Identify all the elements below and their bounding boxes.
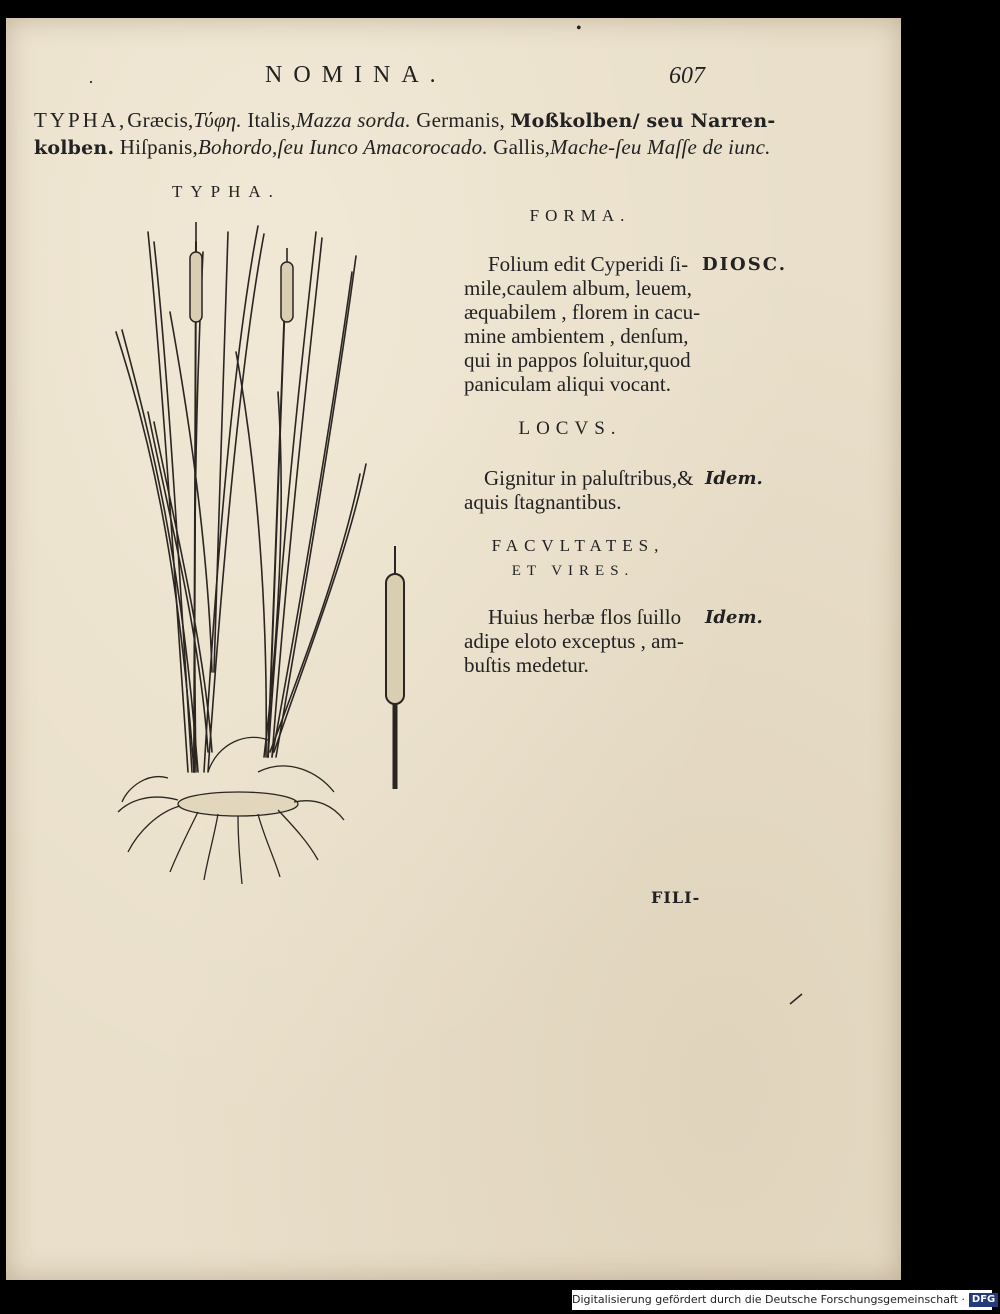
page-number: 607 [669,63,705,89]
typha-plant-woodcut [108,212,378,892]
forma-line: æquabilem , florem in cacu- [464,300,701,324]
forma-line: mine ambientem , denſum, [464,324,689,348]
graecis-label: Græcis, [127,108,194,132]
margin-note-idem-facultates: Idem. [705,607,763,628]
cattail-spike-woodcut [378,544,412,794]
forma-line: qui in pappos ſoluitur,quod [464,348,691,372]
locus-line: aquis ſtagnantibus. [464,490,622,514]
paragraph-locus [464,466,693,514]
typha-term: TYPHA, [34,108,128,132]
gallis-label: Gallis, [493,135,551,159]
dfg-logo: DFG [969,1293,998,1307]
locus-line: Gignitur in paluſtribus,& [484,466,694,490]
running-title: NOMINA. [265,62,447,88]
facultates-line: Huius herbæ flos ſuillo [488,605,682,629]
hispanis-label: Hiſpanis, [119,135,198,159]
spanish-name: Bohordo,ſeu Iunco Amacorocado. [197,135,488,159]
heading-locus: LOCVS. [518,418,622,439]
catchword: FILI- [651,888,701,907]
german-name-part2: kolben. [34,137,115,159]
german-name-part1: Moßkolben/ seu Narren- [510,110,776,132]
germanis-label: Germanis, [416,108,505,132]
footer-text: Digitalisierung gefördert durch die Deutsche Forschungsgemeinschaft · [572,1293,965,1306]
heading-et-vires: ET VIRES. [511,563,635,579]
heading-facultates: FACVLTATES, [491,536,665,555]
nomina-line-2 [34,135,771,160]
heading-forma: FORMA. [529,206,631,225]
figure-caption: TYPHA. [172,182,281,201]
paragraph-forma [464,252,700,396]
digitization-footer [572,1290,996,1310]
french-name: Mache-ſeu Maſſe de iunc. [550,135,771,159]
italian-name: Mazza sorda. [295,108,411,132]
facultates-line: buſtis medetur. [464,653,589,677]
margin-note-diosc: DIOSC. [702,254,787,275]
nomina-line-1 [34,108,775,133]
facultates-line: adipe eloto exceptus , am- [464,629,684,653]
forma-line: mile,caulem album, leuem, [464,276,693,300]
greek-name: Τύφη. [193,108,242,132]
ink-mark [788,992,804,1006]
forma-line: paniculam aliqui vocant. [464,372,672,396]
italis-label: Italis, [247,108,296,132]
margin-note-idem-locus: Idem. [705,468,763,489]
forma-line: Folium edit Cyperidi ſi- [488,252,689,276]
page-mark-top: • [576,20,582,37]
page-mark-left: · [88,72,94,92]
paragraph-facultates [464,605,684,677]
